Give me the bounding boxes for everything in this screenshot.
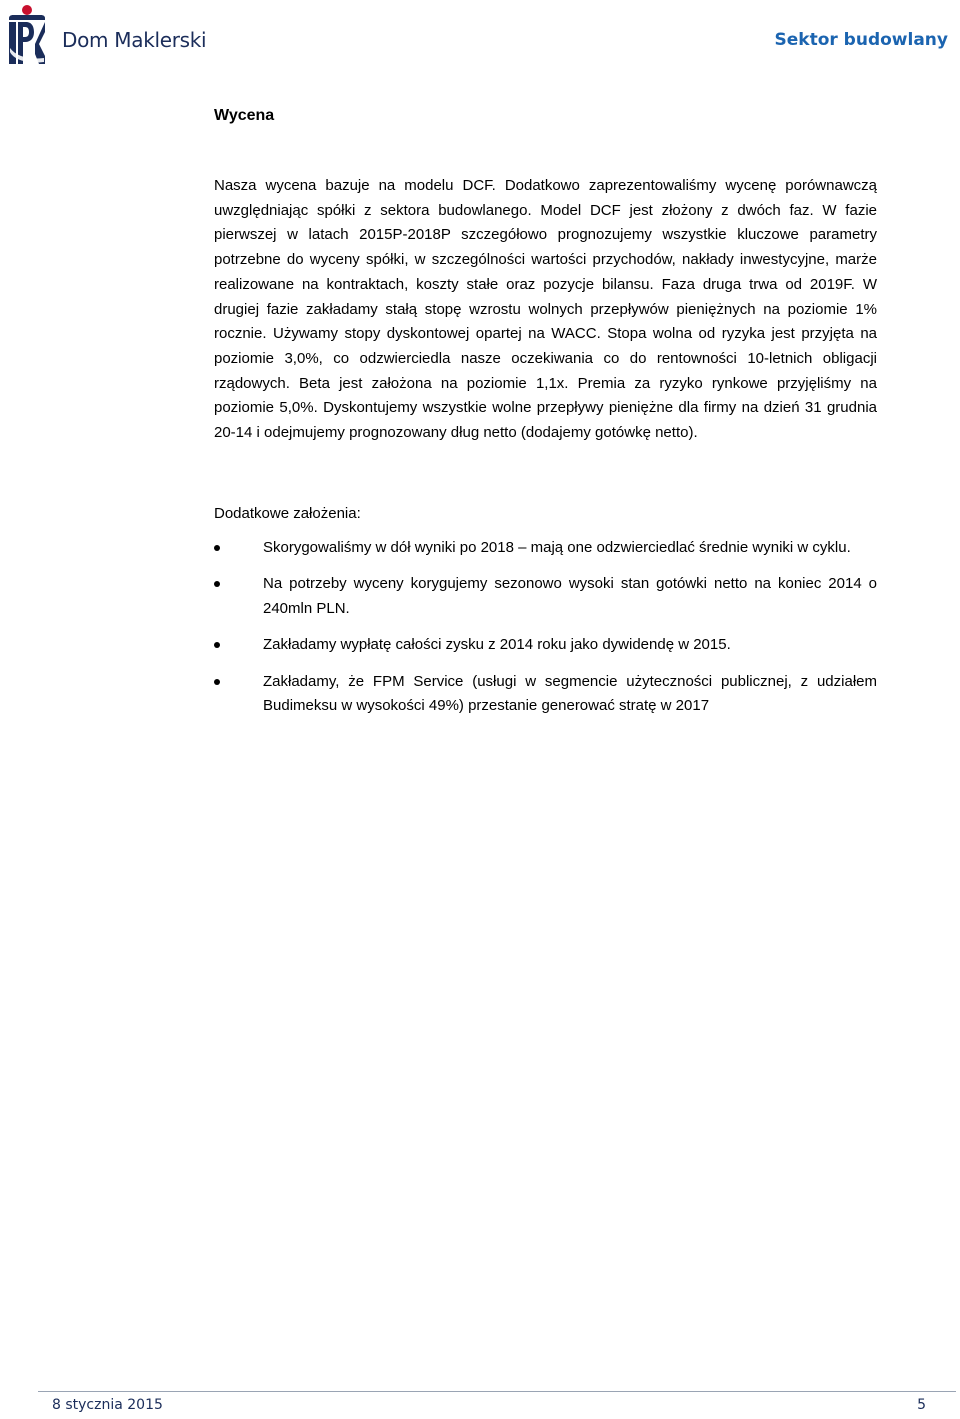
assumptions-title: Dodatkowe założenia: <box>214 504 361 522</box>
footer-date: 8 stycznia 2015 <box>52 1397 163 1413</box>
list-item <box>214 572 877 621</box>
list-item-text: Skorygowaliśmy w dół wyniki po 2018 – mają one odzwierciedlać średnie wyniki w cyklu. <box>263 538 851 556</box>
list-item-text: Zakładamy wypłatę całości zysku z 2014 roku jako dywidendę w 2015. <box>263 636 731 654</box>
assumptions-list <box>214 536 877 719</box>
pko-logo-icon <box>6 4 48 66</box>
bullet-icon <box>214 545 220 551</box>
bullet-icon <box>214 642 220 648</box>
sector-title: Sektor budowlany <box>774 30 948 50</box>
bullet-icon <box>214 679 220 685</box>
brand-name: Dom Maklerski <box>62 28 207 52</box>
list-item <box>214 633 877 658</box>
list-item <box>214 536 877 561</box>
list-item-text: Na potrzeby wyceny korygujemy sezonowo wysoki stan gotówki netto na koniec 2014 o 240mln PLN. <box>263 575 877 617</box>
footer-divider <box>38 1391 956 1392</box>
valuation-paragraph: Nasza wycena bazuje na modelu DCF. Dodatkowo zaprezentowaliśmy wycenę porównawczą uwzględniając spółki z sektora budowlanego. Model DCF jest złożony z dwóch faz. W fazie pierwszej w latach 2015P-2018P szczegółowo prognozujemy wszystkie kluczowe parametry potrzebne do wyceny spółki, w szczególności wartości przychodów, nakłady inwestycyjne, marże realizowane na kontraktach, koszty stałe oraz pozycje bilansu. Faza druga trwa od 2019F. W drugiej fazie zakładamy stałą stopę wzrostu wolnych przepływów pieniężnych na poziomie 1% rocznie. Używamy stopy dyskontowej opartej na WACC. Stopa wolna od ryzyka jest przyjęta na poziomie 3,0%, co odzwierciedla nasze oczekiwania co do rentowności 10-letnich obligacji rządowych. Beta jest założona na poziomie 1,1x. Premia za ryzyko rynkowe przyjęliśmy na poziomie 5,0%. Dyskontujemy wszystkie wolne przepływy pieniężne dla firmy na dzień 31 grudnia 20-14 i odejmujemy prognozowany dług netto (dodajemy gotówkę netto). <box>214 177 877 442</box>
section-heading: Wycena <box>214 107 275 124</box>
list-item <box>214 670 877 719</box>
list-item-text: Zakładamy, że FPM Service (usługi w segmencie użyteczności publicznej, z udziałem Budimeksu w wysokości 49%) przestanie generować stratę w 2017 <box>263 672 877 715</box>
page-number: 5 <box>917 1397 926 1413</box>
main-content <box>214 104 877 731</box>
bullet-icon <box>214 581 220 587</box>
